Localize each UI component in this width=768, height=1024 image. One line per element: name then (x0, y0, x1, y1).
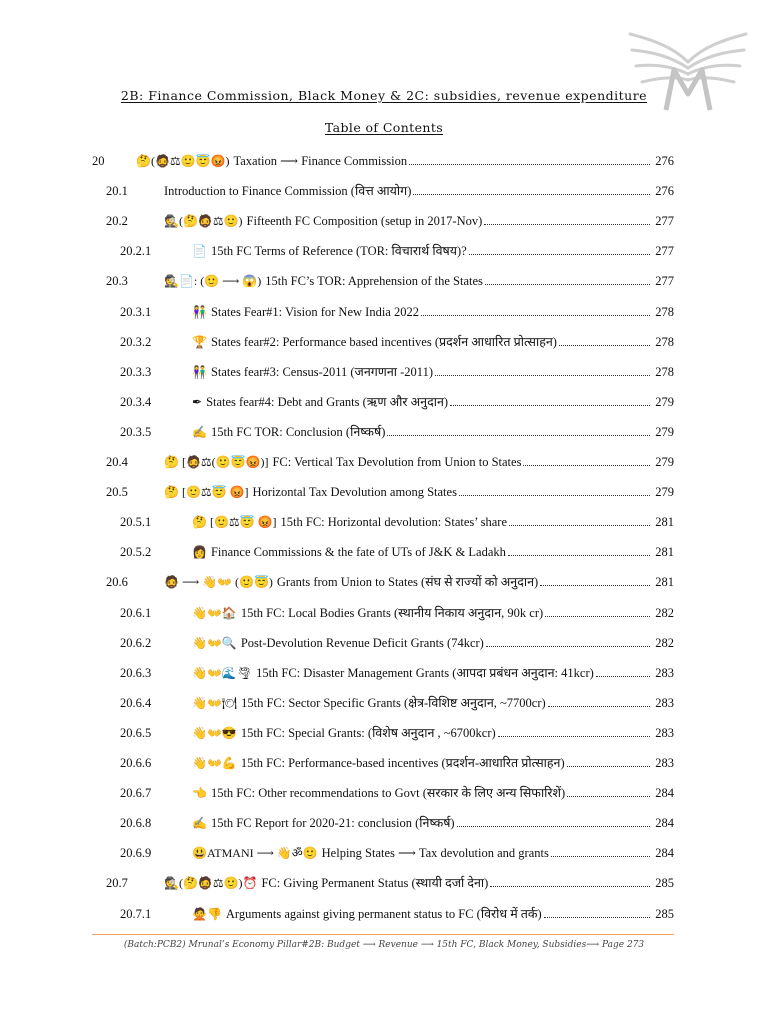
toc-entry-number: 20.1 (106, 184, 128, 199)
toc-entry-emoji-icon: 👋👐😎 (192, 725, 237, 740)
toc-entry-page: 285 (655, 906, 674, 921)
dot-leader (413, 193, 650, 195)
toc-entry-emoji-icon: 🤔 [🙂⚖😇 😡] (164, 485, 249, 500)
document-title: 2B: Finance Commission, Black Money & 2C: subsidies, revenue expenditure (120, 88, 648, 103)
dot-leader (544, 916, 650, 918)
toc-entry-title: States fear#4: Debt and Grants (ऋण और अनुदान) (206, 394, 449, 409)
toc-entry[interactable] (0, 513, 768, 531)
toc-entry-number: 20.3 (106, 274, 128, 289)
toc-entry-number: 20.2 (106, 214, 128, 229)
toc-entry-emoji-icon: 👋👐🌊🌪 (192, 665, 253, 680)
toc-entry[interactable] (0, 423, 768, 441)
toc-entry-emoji-icon: ✒ (192, 394, 203, 409)
toc-entry[interactable] (0, 604, 768, 622)
toc-entry[interactable] (0, 453, 768, 471)
toc-entry-title: 15th FC Terms of Reference (TOR: विचारार्थ विषय)? (210, 244, 467, 259)
dot-leader (450, 404, 650, 406)
toc-entry[interactable] (0, 905, 768, 923)
dot-leader (486, 645, 650, 647)
toc-entry-body[interactable] (164, 573, 674, 591)
toc-entry-body[interactable] (192, 724, 674, 742)
toc-entry[interactable] (0, 814, 768, 832)
footer-divider (92, 934, 674, 935)
dot-leader (485, 283, 650, 285)
toc-entry[interactable] (0, 333, 768, 351)
toc-entry-emoji-icon: 🕵📄: (🙂 ⟶ 😱) (164, 274, 262, 289)
toc-entry-page: 283 (655, 756, 674, 770)
toc-entry-emoji-icon: 👋👐🍽 (192, 695, 238, 710)
toc-entry-body[interactable] (192, 754, 674, 772)
toc-entry-emoji-icon: 📄 (192, 244, 207, 259)
toc-entry-title: Arguments against giving permanent status to FC (विरोध में तर्क) (225, 906, 542, 921)
toc-entry-title: Finance Commissions & the fate of UTs of J&K & Ladakh (210, 545, 506, 560)
dot-leader (469, 253, 650, 255)
toc-entry-emoji-icon: 🤔(🧔⚖🙂😇😡) (136, 154, 230, 168)
dot-leader (559, 344, 650, 346)
toc-entry[interactable] (0, 664, 768, 682)
dot-leader (548, 705, 650, 707)
dot-leader (490, 885, 650, 887)
toc-entry-body[interactable] (192, 242, 674, 260)
toc-entry-number: 20.5.2 (120, 545, 152, 560)
toc-entry[interactable] (0, 784, 768, 802)
toc-entry-page: 279 (655, 394, 674, 409)
toc-entry-title: 15th FC TOR: Conclusion (निष्कर्ष) (210, 424, 386, 439)
toc-entry-body[interactable] (192, 393, 674, 411)
toc-entry[interactable] (0, 543, 768, 561)
toc-entry-body[interactable] (164, 212, 674, 230)
page-footer: (Batch:PCB2) Mrunal’s Economy Pillar#2B: Budget ⟶ Revenue ⟶ 15th FC, Black Money, Subsidies⟶ Page 273 (123, 940, 645, 950)
toc-entry-title: 15th FC: Sector Specific Grants (क्षेत्र-विशिष्ट अनुदान, ~7700cr) (241, 695, 546, 710)
toc-entry-body[interactable] (164, 182, 674, 200)
dot-leader (387, 434, 650, 436)
toc-entry[interactable] (0, 844, 768, 862)
toc-entry-title: States fear#3: Census-2011 (जनगणना -2011) (210, 364, 434, 379)
toc-entry-page: 278 (655, 364, 674, 379)
dot-leader (484, 223, 650, 225)
dot-leader (435, 374, 650, 376)
toc-entry-number: 20.7.1 (120, 906, 152, 921)
toc-entry-body[interactable] (192, 543, 674, 561)
toc-entry-page: 276 (655, 154, 674, 168)
toc-entry-number: 20.7 (106, 876, 128, 891)
toc-entry-title: FC: Giving Permanent Status (स्थायी दर्जा देना) (261, 876, 489, 891)
toc-entry-page: 278 (655, 334, 674, 349)
toc-entry-page: 284 (655, 816, 674, 831)
dot-leader (567, 795, 650, 797)
toc-entry-emoji-icon: ✍ (192, 816, 207, 831)
toc-entry-number: 20.6.3 (120, 665, 152, 680)
dot-leader (540, 584, 650, 586)
toc-entry-number: 20.3.2 (120, 334, 152, 349)
toc-entry-body[interactable] (164, 272, 674, 290)
dot-leader (509, 524, 650, 526)
toc-entry-page: 283 (655, 725, 674, 740)
toc-entry-body[interactable] (164, 483, 674, 501)
toc-entry-page: 276 (655, 184, 674, 199)
toc-entry-number: 20.6.2 (120, 635, 152, 650)
toc-entry-body[interactable] (164, 453, 674, 471)
toc-entry-page: 277 (655, 274, 674, 289)
toc-entry-number: 20.6.9 (120, 846, 152, 861)
toc-entry-body[interactable] (192, 664, 674, 682)
toc-entry-body[interactable] (192, 423, 674, 441)
toc-entry[interactable] (0, 182, 768, 200)
toc-entry-number: 20.4 (106, 455, 128, 469)
toc-entry-number: 20.5 (106, 485, 128, 500)
toc-entry-page: 283 (655, 695, 674, 710)
toc-entry-page: 277 (655, 244, 674, 259)
toc-entry-number: 20.6.1 (120, 605, 152, 620)
toc-entry-number: 20.2.1 (120, 244, 152, 259)
toc-entry-body[interactable] (192, 814, 674, 832)
toc-entry-page: 277 (655, 214, 674, 229)
dot-leader (457, 825, 650, 827)
dot-leader (459, 494, 650, 496)
toc-entry-title: 15th FC: Horizontal devolution: States’ share (280, 515, 507, 530)
toc-entry-title: Helping States ⟶ Tax devolution and grants (321, 846, 549, 861)
toc-entry[interactable] (0, 754, 768, 772)
toc-entry-title: 15th FC: Disaster Management Grants (आपदा प्रबंधन अनुदान: 41kcr) (256, 665, 594, 680)
toc-heading: Table of Contents (324, 120, 444, 135)
toc-entry-title: 15th FC: Local Bodies Grants (स्थानीय निकाय अनुदान, 90k cr) (240, 605, 544, 620)
toc-entry-title: 15th FC: Other recommendations to Govt (सरकार के लिए अन्य सिफारिशें) (210, 786, 566, 801)
toc-entry-page: 283 (655, 665, 674, 680)
toc-entry[interactable] (0, 694, 768, 712)
toc-entry-number: 20.6.4 (120, 695, 152, 710)
toc-entry-body[interactable] (192, 303, 674, 321)
toc-entry-page: 282 (655, 605, 674, 620)
toc-entry-emoji-icon: 🏆 (192, 334, 207, 349)
dot-leader (523, 464, 650, 466)
toc-entry-title: 15th FC Report for 2020-21: conclusion (निष्कर्ष) (210, 816, 455, 831)
toc-entry[interactable] (0, 212, 768, 230)
toc-entry-emoji-icon: 🕵(🤔🧔⚖🙂) (164, 214, 243, 229)
toc-entry[interactable] (0, 303, 768, 321)
toc-entry-title: 15th FC’s TOR: Apprehension of the States (265, 274, 483, 289)
toc-entry[interactable] (0, 724, 768, 742)
toc-entry-number: 20.5.1 (120, 515, 152, 530)
toc-entry[interactable] (0, 242, 768, 260)
toc-entry-page: 278 (655, 304, 674, 319)
toc-entry-number: 20.3.4 (120, 394, 152, 409)
dot-leader (551, 855, 650, 857)
dot-leader (545, 615, 650, 617)
toc-entry-title: States fear#2: Performance based incentives (प्रदर्शन आधारित प्रोत्साहन) (210, 334, 557, 349)
toc-entry-body[interactable] (192, 333, 674, 351)
toc-entry[interactable] (0, 874, 768, 892)
toc-entry-number: 20.6.8 (120, 816, 152, 831)
toc-entry-number: 20.6.6 (120, 756, 152, 770)
toc-entry-page: 284 (655, 846, 674, 861)
toc-entry-page: 282 (655, 635, 674, 650)
toc-entry-number: 20.6 (106, 575, 128, 590)
toc-entry-body[interactable] (192, 604, 674, 622)
toc-entry-title: Grants from Union to States (संघ से राज्यों को अनुदान) (276, 575, 539, 590)
dot-leader (421, 314, 650, 316)
toc-entry[interactable] (0, 363, 768, 381)
toc-entry-title: Introduction to Finance Commission (वित्त आयोग) (164, 184, 412, 199)
toc-entry-page: 284 (655, 786, 674, 801)
dot-leader (567, 765, 650, 767)
toc-entry-title: Post-Devolution Revenue Deficit Grants (74kcr) (240, 635, 484, 650)
toc-entry-number: 20.3.3 (120, 364, 152, 379)
toc-entry-page: 281 (655, 545, 674, 560)
dot-leader (498, 735, 650, 737)
toc-entry-title: States Fear#1: Vision for New India 2022 (210, 304, 419, 319)
toc-entry-body[interactable] (136, 152, 674, 170)
toc-entry-body[interactable] (192, 784, 674, 802)
toc-entry-emoji-icon: ✍ (192, 424, 207, 439)
toc-entry-title: 15th FC: Special Grants: (विशेष अनुदान , ~6700kcr) (240, 725, 496, 740)
toc-entry[interactable] (0, 272, 768, 290)
toc-entry-page: 281 (655, 515, 674, 530)
toc-entry-number: 20.3.5 (120, 424, 152, 439)
toc-entry[interactable] (0, 634, 768, 652)
dot-leader (508, 554, 650, 556)
toc-entry-emoji-icon: 👫 (192, 304, 207, 319)
toc-entry-emoji-icon: 🕵(🤔🧔⚖🙂)⏰ (164, 876, 258, 891)
toc-entry-number: 20.6.7 (120, 786, 152, 801)
toc-entry-body[interactable] (192, 513, 674, 531)
toc-entry-page: 281 (655, 575, 674, 590)
toc-entry-emoji-icon: 🙅👎 (192, 906, 222, 921)
toc-entry-body[interactable] (192, 363, 674, 381)
toc-entry-emoji-icon: 🧔 ⟶ 👋👐 (🙂😇) (164, 575, 273, 590)
toc-entry-emoji-icon: 👫 (192, 364, 207, 379)
toc-entry-title: Fifteenth FC Composition (setup in 2017-Nov) (246, 214, 483, 229)
toc-entry-number: 20.3.1 (120, 304, 152, 319)
dot-leader (596, 675, 650, 677)
toc-entry-body[interactable] (192, 905, 674, 923)
toc-entry-emoji-icon: 🤔 [🙂⚖😇 😡] (192, 515, 277, 530)
toc-entry-page: 279 (655, 455, 674, 469)
toc-entry-emoji-icon: 👋👐🏠 (192, 605, 237, 620)
toc-entry-body[interactable] (164, 874, 674, 892)
toc-entry[interactable] (0, 483, 768, 501)
toc-entry[interactable] (0, 152, 768, 170)
toc-entry-title: 15th FC: Performance-based incentives (प्रदर्शन-आधारित प्रोत्साहन) (240, 756, 565, 770)
toc-entry-number: 20.6.5 (120, 725, 152, 740)
toc-entry[interactable] (0, 573, 768, 591)
toc-entry-page: 279 (655, 424, 674, 439)
toc-entry[interactable] (0, 393, 768, 411)
toc-entry-body[interactable] (192, 634, 674, 652)
toc-entry-emoji-icon: 👋👐💪 (192, 756, 237, 770)
dot-leader (409, 163, 650, 165)
toc-entry-body[interactable] (192, 844, 674, 862)
toc-entry-emoji-icon: 😃ATMANI ⟶ 👋ॐ🙂 (192, 846, 318, 861)
toc-entry-title: Taxation ⟶ Finance Commission (233, 154, 408, 168)
toc-entry-number: 20 (92, 154, 105, 168)
toc-entry-body[interactable] (192, 694, 674, 712)
toc-entry-emoji-icon: 👩 (192, 545, 207, 560)
toc-entry-title: Horizontal Tax Devolution among States (252, 485, 457, 500)
toc-entry-page: 279 (655, 485, 674, 500)
toc-entry-page: 285 (655, 876, 674, 891)
toc-entry-emoji-icon: 👈 (192, 786, 207, 801)
toc-entry-title: FC: Vertical Tax Devolution from Union to States (272, 455, 522, 469)
toc-entry-emoji-icon: 🤔 [🧔⚖(🙂😇😡)] (164, 455, 269, 469)
toc-entry-emoji-icon: 👋👐🔍 (192, 635, 237, 650)
